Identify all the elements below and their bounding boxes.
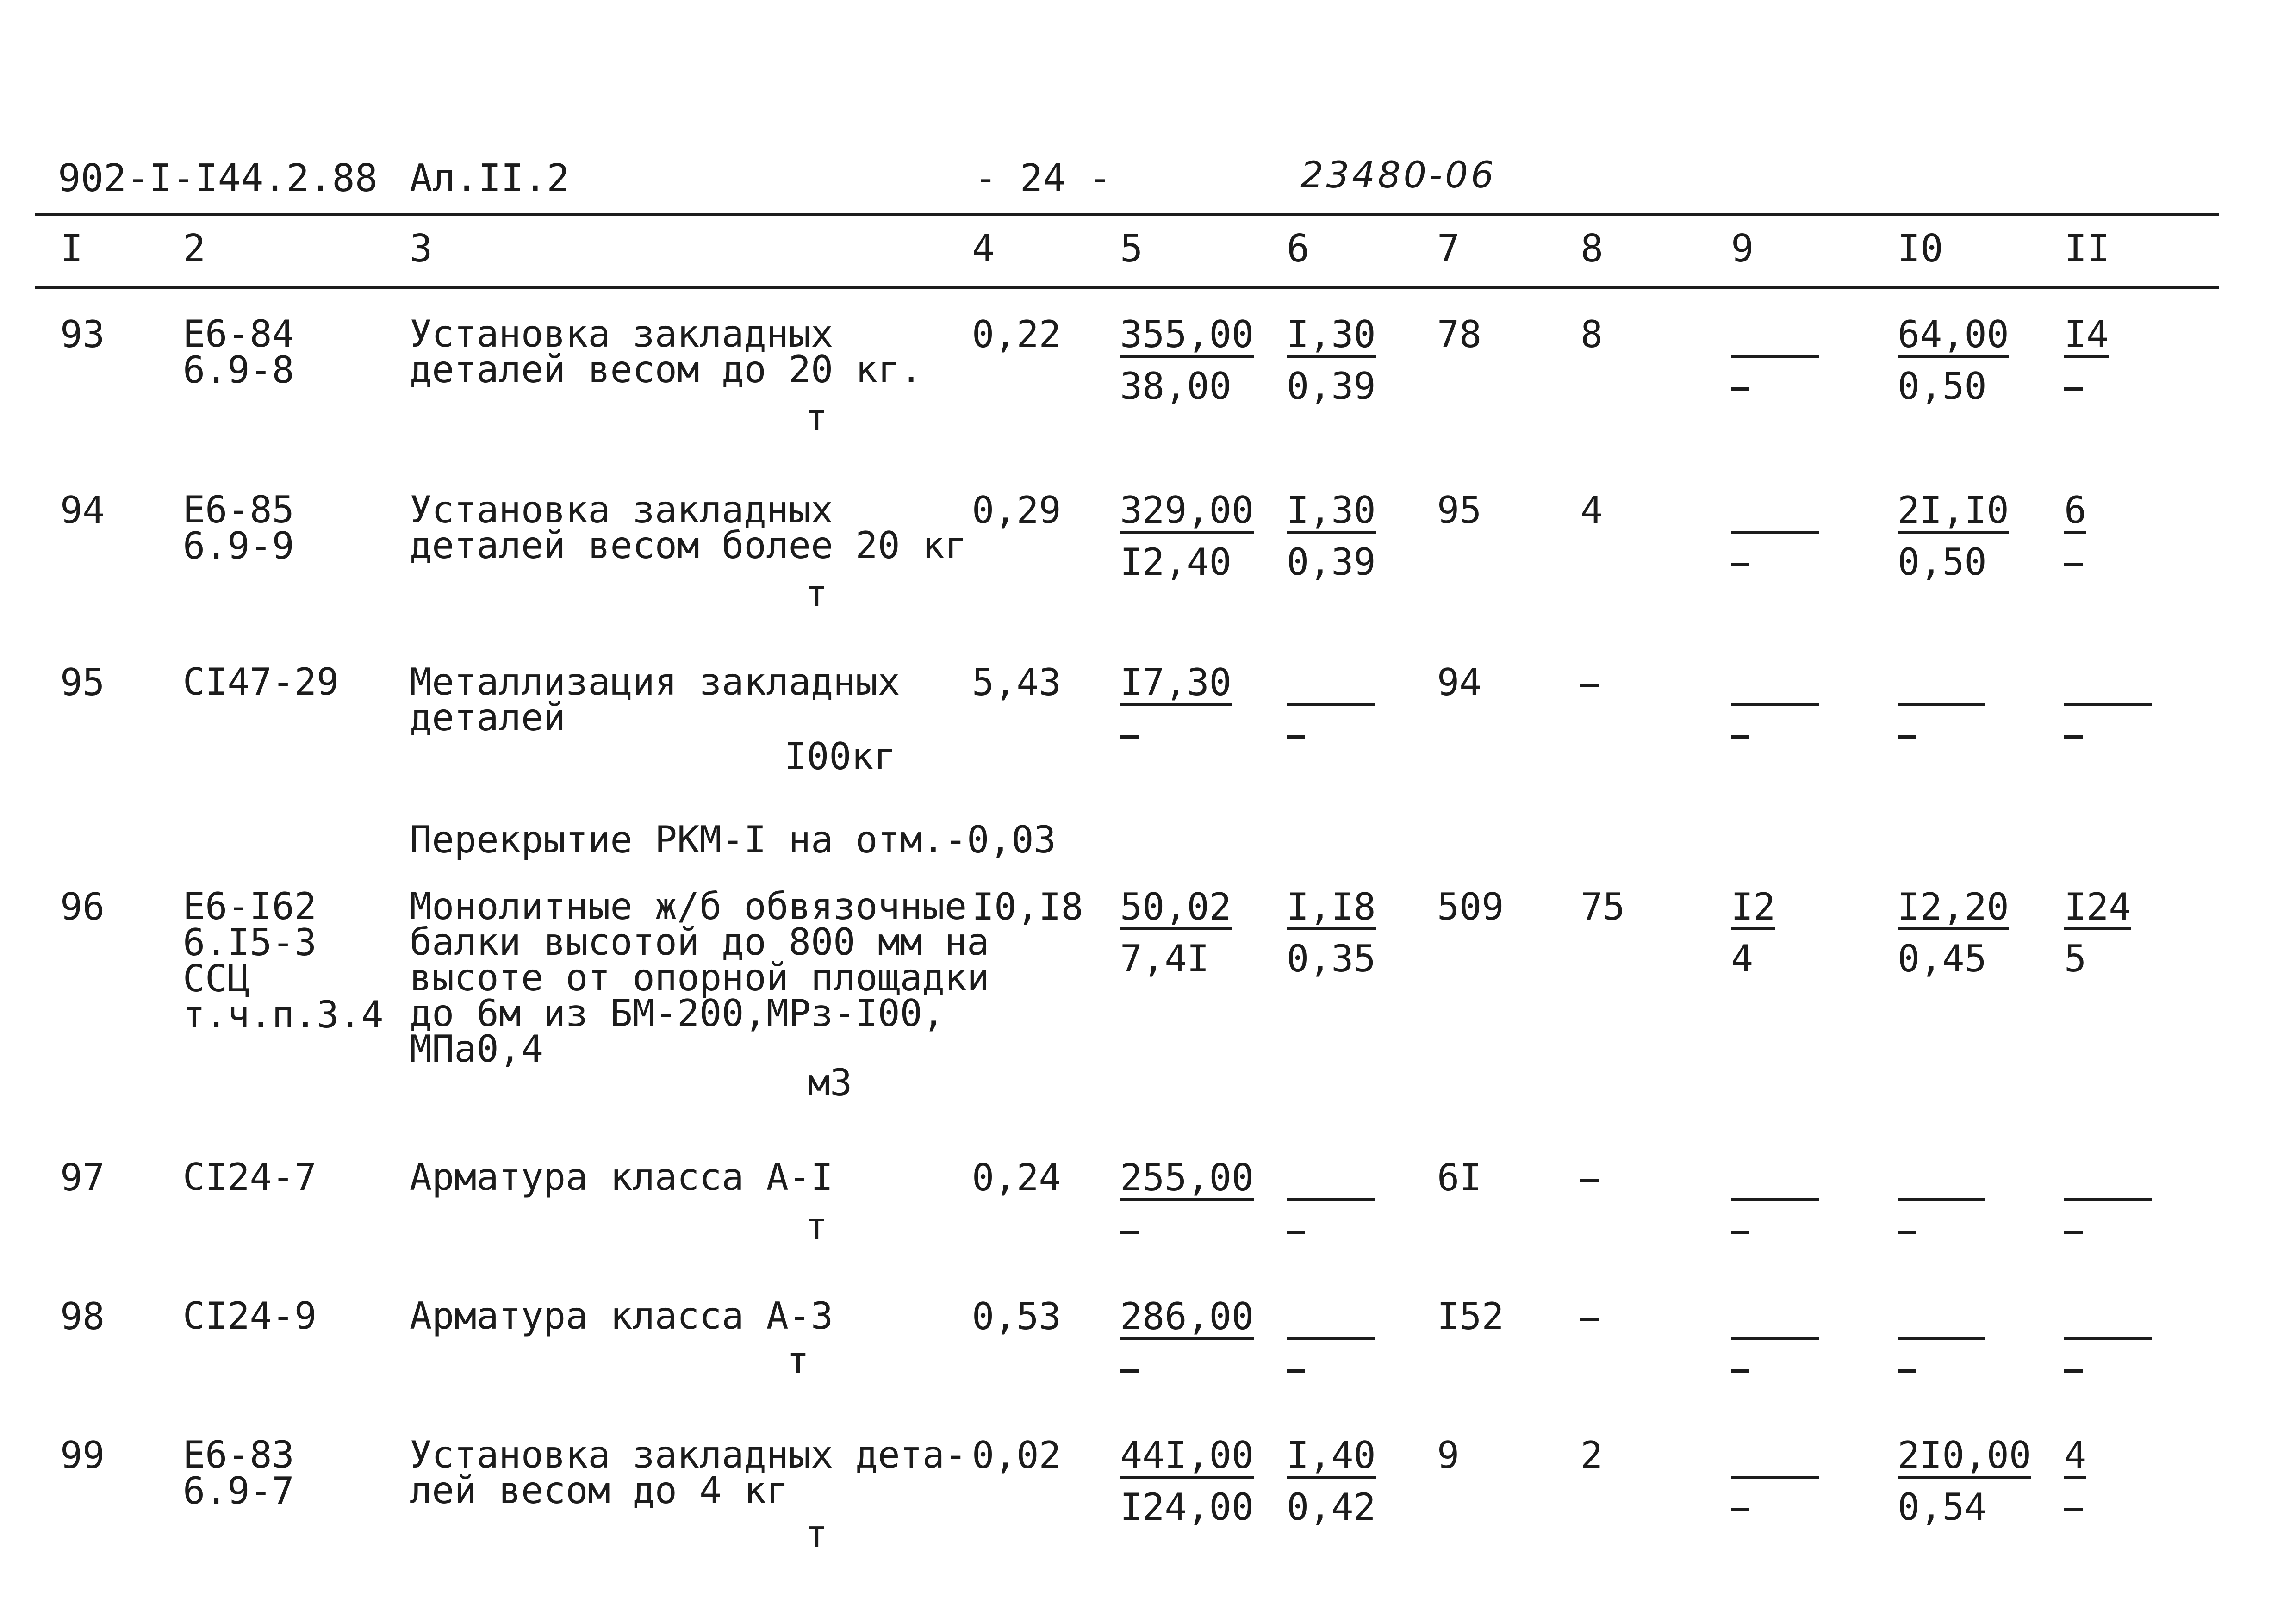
wages-total: 75 <box>1580 885 1625 928</box>
rate-code <box>183 1156 317 1199</box>
labor-total <box>2064 1159 2152 1248</box>
measurement-unit: т <box>787 1339 809 1382</box>
cost-coefficient-denominator: 0,42 <box>1287 1486 1376 1529</box>
work-description-line: Арматура класса А-3 <box>410 1294 834 1337</box>
labor-total <box>2064 1298 2152 1387</box>
machine-cost-denominator <box>1731 716 1819 753</box>
unit-cost-denominator <box>1120 716 1232 753</box>
quantity: 0,22 <box>972 313 1061 356</box>
unit-cost-denominator: 38,00 <box>1120 365 1232 408</box>
work-description-line: деталей весом более 20 кг <box>410 524 967 567</box>
unit-cost-numerator: 329,00 <box>1120 492 1254 534</box>
rate-code-line: ССЦ <box>183 957 250 1000</box>
work-description <box>410 488 967 567</box>
work-description-line: деталей <box>410 696 566 739</box>
labor-per-unit <box>1898 885 2009 980</box>
rate-code <box>183 885 384 1036</box>
labor-per-unit <box>1898 664 1985 753</box>
unit-cost <box>1120 1295 1254 1387</box>
machine-cost-denominator <box>1731 1211 1819 1248</box>
machine-cost-denominator <box>1731 1489 1819 1526</box>
measurement-unit: I00кг <box>784 735 896 778</box>
machine-cost-denominator: 4 <box>1731 937 1754 980</box>
column-header-9: 9 <box>1731 227 1754 271</box>
measurement-unit: т <box>805 1205 828 1248</box>
cost-coefficient <box>1287 1434 1376 1529</box>
machine-cost-numerator <box>1731 664 1819 706</box>
measurement-unit: т <box>805 396 828 439</box>
labor-per-unit-numerator <box>1898 1298 1985 1340</box>
document-code: 902-I-I44.2.88 <box>58 156 378 200</box>
labor-per-unit-denominator <box>1898 1211 1985 1248</box>
quantity: 0,02 <box>972 1434 1061 1477</box>
cost-coefficient-denominator <box>1287 1211 1375 1248</box>
work-description-line: Установка закладных <box>410 312 834 355</box>
column-header-6: 6 <box>1287 227 1310 271</box>
wages-total <box>1580 1159 1599 1196</box>
unit-cost-numerator: 355,00 <box>1120 316 1254 358</box>
rate-code-line: СI24-7 <box>183 1156 317 1199</box>
rate-code-line: Е6-83 <box>183 1433 294 1476</box>
unit-cost-denominator <box>1120 1350 1254 1387</box>
rate-code-line: 6.9-8 <box>183 348 294 392</box>
unit-cost-numerator: 255,00 <box>1120 1159 1254 1201</box>
column-header-2: 2 <box>183 227 206 271</box>
wages-total <box>1580 1298 1599 1335</box>
total-cost: 9 <box>1437 1434 1460 1477</box>
labor-total <box>2064 489 2087 581</box>
cost-coefficient <box>1287 313 1376 408</box>
rate-code <box>183 1433 294 1512</box>
unit-cost-denominator: I24,00 <box>1120 1486 1254 1529</box>
header-top-rule <box>35 213 2219 216</box>
quantity: 0,29 <box>972 489 1061 532</box>
quantity: 5,43 <box>972 661 1061 704</box>
work-description-line: Арматура класса А-I <box>410 1156 834 1199</box>
cost-coefficient <box>1287 664 1375 753</box>
measurement-unit: т <box>805 1512 828 1555</box>
header-bottom-rule <box>35 286 2219 289</box>
rate-code-line: Е6-84 <box>183 312 294 355</box>
machine-cost <box>1731 885 1776 980</box>
machine-cost-denominator <box>1731 368 1819 405</box>
quantity: I0,I8 <box>972 885 1083 928</box>
machine-cost-denominator <box>1731 1350 1819 1387</box>
labor-per-unit-denominator <box>1898 1350 1985 1387</box>
quantity: 0,53 <box>972 1295 1061 1338</box>
cost-coefficient-numerator: I,I8 <box>1287 889 1376 930</box>
wages-total: 8 <box>1580 313 1603 356</box>
unit-cost-numerator: 44I,00 <box>1120 1437 1254 1479</box>
rate-code <box>183 488 294 567</box>
labor-total-numerator: I4 <box>2064 316 2109 358</box>
cost-coefficient-denominator <box>1287 1350 1375 1387</box>
labor-per-unit-numerator: 2I0,00 <box>1898 1437 2031 1479</box>
labor-per-unit-denominator <box>1898 716 1985 753</box>
machine-cost <box>1731 1437 1819 1526</box>
measurement-unit: м3 <box>808 1061 852 1104</box>
labor-total-denominator <box>2064 368 2109 405</box>
rate-code <box>183 312 294 392</box>
rate-code-line: Е6-I62 <box>183 885 317 928</box>
row-number: 94 <box>60 489 105 532</box>
row-number: 98 <box>60 1295 105 1338</box>
work-description-line: лей весом до 4 кг <box>410 1469 789 1512</box>
unit-cost-numerator: I7,30 <box>1120 664 1232 706</box>
work-description <box>410 660 900 739</box>
labor-total-numerator <box>2064 664 2152 706</box>
wages-total <box>1580 664 1599 701</box>
labor-total-denominator: 5 <box>2064 937 2087 980</box>
labor-per-unit-numerator <box>1898 1159 1985 1201</box>
machine-cost-numerator <box>1731 1298 1819 1340</box>
column-header-5: 5 <box>1120 227 1143 271</box>
cost-coefficient-denominator: 0,35 <box>1287 937 1376 980</box>
column-header-10: I0 <box>1898 227 1943 271</box>
work-description-line: деталей весом до 20 кг. <box>410 348 922 391</box>
labor-total-denominator <box>2064 716 2152 753</box>
cost-coefficient <box>1287 1159 1375 1248</box>
work-description <box>410 1294 834 1337</box>
row-number: 96 <box>60 885 105 928</box>
rate-code-line: Е6-85 <box>183 488 294 531</box>
unit-cost-denominator: I2,40 <box>1120 541 1232 584</box>
unit-cost <box>1120 313 1254 408</box>
column-header-7: 7 <box>1437 227 1460 271</box>
unit-cost <box>1120 1156 1254 1248</box>
total-cost: 94 <box>1437 661 1482 704</box>
column-header-1: I <box>60 227 83 271</box>
work-description-line: балки высотой до 800 мм на <box>410 920 989 964</box>
work-description-line: Установка закладных дета- <box>410 1433 967 1476</box>
total-cost: 95 <box>1437 489 1482 532</box>
cost-coefficient-denominator: 0,39 <box>1287 365 1376 408</box>
page-number: - 24 - <box>974 156 1112 200</box>
labor-per-unit-denominator: 0,50 <box>1898 365 1987 408</box>
labor-total-denominator <box>2064 1350 2152 1387</box>
work-description <box>410 1156 834 1199</box>
machine-cost-numerator <box>1731 316 1819 358</box>
album-number: Ал.II.2 <box>410 156 570 200</box>
work-description-line: Установка закладных <box>410 488 834 531</box>
machine-cost <box>1731 664 1819 753</box>
cost-coefficient <box>1287 1298 1375 1387</box>
unit-cost <box>1120 661 1232 753</box>
labor-total-denominator <box>2064 1211 2152 1248</box>
inventory-number: 23480-06 <box>1300 155 1497 196</box>
labor-total-numerator: I24 <box>2064 889 2131 930</box>
labor-total <box>2064 885 2131 980</box>
labor-per-unit-numerator <box>1898 664 1985 706</box>
measurement-unit: т <box>805 572 828 615</box>
labor-per-unit-denominator: 0,50 <box>1898 541 1987 584</box>
labor-total-numerator <box>2064 1298 2152 1340</box>
rate-code-line: СI47-29 <box>183 660 339 703</box>
labor-total-numerator <box>2064 1159 2152 1201</box>
machine-cost <box>1731 492 1819 581</box>
section-heading: Перекрытие РКМ-I на отм.-0,03 <box>410 818 1056 861</box>
rate-code-line: 6.I5-3 <box>183 921 317 964</box>
rate-code-line: т.ч.п.3.4 <box>183 993 384 1036</box>
rate-code-line: 6.9-9 <box>183 524 294 567</box>
labor-total <box>2064 664 2152 753</box>
column-header-8: 8 <box>1580 227 1604 271</box>
total-cost: I52 <box>1437 1295 1504 1338</box>
unit-cost-denominator <box>1120 1211 1254 1248</box>
labor-total-numerator: 6 <box>2064 492 2086 534</box>
total-cost: 78 <box>1437 313 1482 356</box>
labor-per-unit-denominator: 0,54 <box>1898 1486 1987 1529</box>
column-header-4: 4 <box>972 227 995 271</box>
work-description <box>410 885 989 1070</box>
cost-coefficient-denominator <box>1287 716 1375 753</box>
labor-total <box>2064 313 2109 405</box>
unit-cost-numerator: 286,00 <box>1120 1298 1254 1340</box>
cost-coefficient-numerator: I,30 <box>1287 492 1376 534</box>
cost-coefficient-denominator: 0,39 <box>1287 541 1376 584</box>
work-description <box>410 312 922 391</box>
unit-cost <box>1120 1434 1254 1529</box>
labor-per-unit <box>1898 1159 1985 1248</box>
column-header-3: 3 <box>410 227 433 271</box>
machine-cost-numerator <box>1731 1437 1819 1479</box>
rate-code-line: СI24-9 <box>183 1294 317 1337</box>
labor-per-unit-numerator: I2,20 <box>1898 889 2009 930</box>
machine-cost-numerator <box>1731 1159 1819 1201</box>
cost-coefficient-numerator <box>1287 1159 1375 1201</box>
machine-cost <box>1731 1159 1819 1248</box>
work-description <box>410 1433 967 1512</box>
cost-coefficient-numerator <box>1287 1298 1375 1340</box>
unit-cost-denominator: 7,4I <box>1120 937 1209 980</box>
labor-total <box>2064 1434 2087 1526</box>
total-cost: 6I <box>1437 1156 1482 1199</box>
machine-cost <box>1731 1298 1819 1387</box>
cost-coefficient-numerator <box>1287 664 1375 706</box>
column-header-11: II <box>2064 227 2110 271</box>
labor-per-unit <box>1898 1434 2031 1529</box>
wages-total: 4 <box>1580 489 1603 532</box>
row-number: 97 <box>60 1156 105 1199</box>
work-description-line: МПа0,4 <box>410 1027 543 1070</box>
labor-per-unit <box>1898 1298 1985 1387</box>
wages-total: 2 <box>1580 1434 1603 1477</box>
rate-code <box>183 1294 317 1337</box>
labor-per-unit <box>1898 313 2009 408</box>
unit-cost-numerator: 50,02 <box>1120 889 1232 930</box>
machine-cost-numerator <box>1731 492 1819 534</box>
quantity: 0,24 <box>972 1156 1061 1199</box>
cost-coefficient-numerator: I,40 <box>1287 1437 1376 1479</box>
rate-code-line: 6.9-7 <box>183 1469 294 1512</box>
machine-cost-denominator <box>1731 544 1819 581</box>
labor-total-denominator <box>2064 1489 2086 1526</box>
work-description-line: высоте от опорной площадки <box>410 956 989 999</box>
labor-per-unit-numerator: 64,00 <box>1898 316 2009 358</box>
machine-cost <box>1731 316 1819 405</box>
unit-cost <box>1120 489 1254 584</box>
cost-coefficient <box>1287 885 1376 980</box>
total-cost: 509 <box>1437 885 1504 928</box>
labor-per-unit-denominator: 0,45 <box>1898 937 1987 980</box>
labor-total-numerator: 4 <box>2064 1437 2086 1479</box>
machine-cost-numerator: I2 <box>1731 889 1775 930</box>
row-number: 93 <box>60 313 105 356</box>
work-description-line: до 6м из БМ-200,МРз-I00, <box>410 992 945 1035</box>
row-number: 95 <box>60 661 105 704</box>
labor-per-unit <box>1898 489 2009 584</box>
work-description-line: Монолитные ж/б обвязочные <box>410 885 967 928</box>
row-number: 99 <box>60 1434 105 1477</box>
labor-total-denominator <box>2064 544 2086 581</box>
cost-coefficient <box>1287 489 1376 584</box>
rate-code <box>183 660 339 703</box>
work-description-line: Металлизация закладных <box>410 660 900 703</box>
labor-per-unit-numerator: 2I,I0 <box>1898 492 2009 534</box>
unit-cost <box>1120 885 1232 980</box>
cost-coefficient-numerator: I,30 <box>1287 316 1376 358</box>
